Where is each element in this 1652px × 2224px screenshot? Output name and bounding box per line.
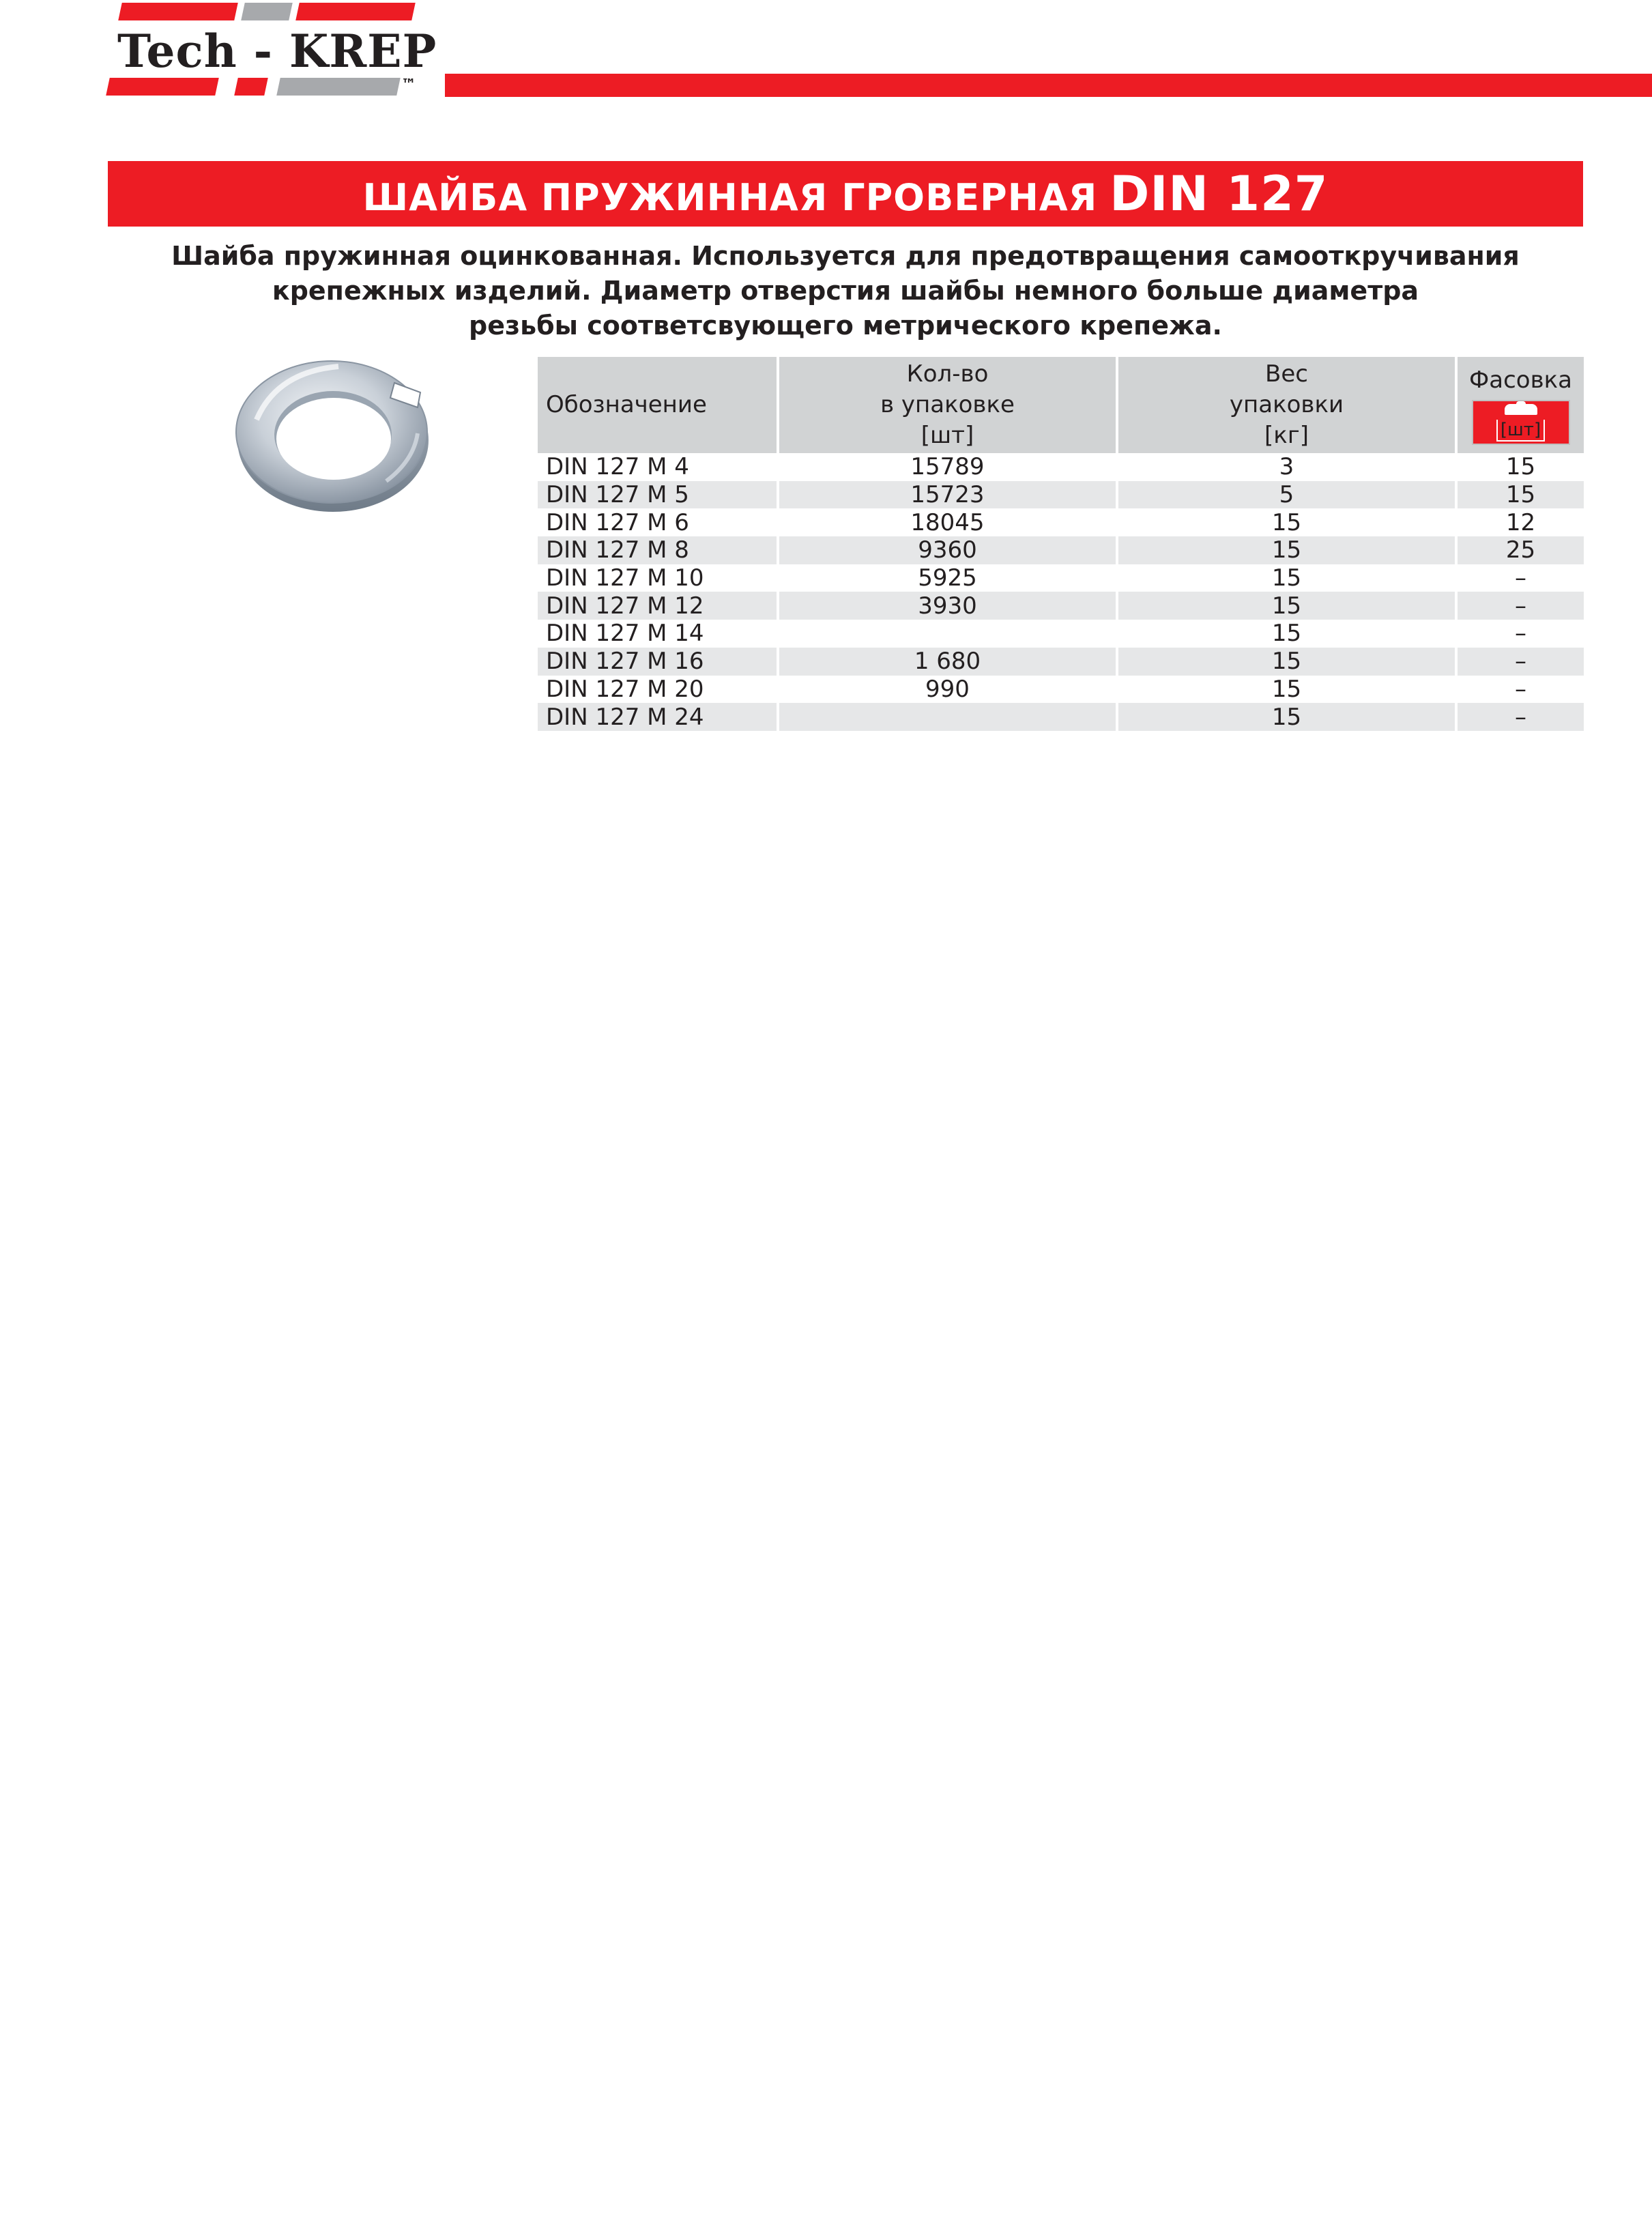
- description-line: крепежных изделий. Диаметр отверстия шайбы немного больше диаметра: [272, 276, 1419, 306]
- logo-bar: [234, 78, 268, 96]
- cell-pack: 12: [1505, 508, 1536, 536]
- cell-weight: 15: [1117, 564, 1456, 592]
- page-title: [362, 166, 1328, 222]
- cell-pack: –: [1456, 703, 1584, 731]
- cell-weight: 15: [1117, 648, 1456, 676]
- cell-name: DIN 127 M 20: [538, 676, 778, 704]
- cell-qty: 18045: [778, 508, 1117, 536]
- brand-logo: [102, 0, 457, 102]
- cell-pack: 15: [1456, 481, 1584, 509]
- cell-weight: 15: [1117, 703, 1456, 731]
- table-row: [538, 564, 1584, 592]
- cell-weight: 15: [1117, 592, 1456, 620]
- cell-qty: 3930: [778, 592, 1117, 620]
- cell-weight: 15: [1117, 620, 1456, 648]
- cell-pack: –: [1515, 675, 1526, 703]
- cell-pack: –: [1515, 564, 1526, 592]
- table-row: [538, 453, 1584, 481]
- header-weight: [1117, 357, 1456, 453]
- header-qty-line: [шт]: [921, 422, 974, 449]
- title-standard: DIN 127: [1110, 166, 1329, 222]
- header-stripe: [445, 74, 1652, 97]
- header-weight-line: [кг]: [1264, 422, 1309, 449]
- cell-pack: –: [1515, 620, 1526, 648]
- table-header-row: [538, 357, 1584, 453]
- cell-pack: 15: [1505, 453, 1536, 481]
- cell-qty: [778, 620, 1117, 648]
- cell-name: DIN 127 M 5: [538, 481, 778, 509]
- logo-bar: [106, 78, 219, 96]
- cell-name: DIN 127 M 16: [538, 648, 778, 676]
- cell-name: DIN 127 M 6: [538, 508, 778, 536]
- cell-weight: 3: [1117, 453, 1456, 481]
- cell-qty: 15723: [778, 481, 1117, 509]
- brand-name: Tech - KREP: [117, 25, 437, 78]
- cell-qty: 1 680: [778, 648, 1117, 676]
- header-qty-line: в упаковке: [880, 391, 1015, 418]
- cell-pack: –: [1456, 648, 1584, 676]
- cell-name: DIN 127 M 10: [538, 564, 778, 592]
- cell-weight: 15: [1117, 508, 1456, 536]
- table-row: [538, 676, 1584, 704]
- logo-bar: [241, 3, 293, 20]
- cell-pack: 25: [1456, 536, 1584, 564]
- table-row: [538, 508, 1584, 536]
- header-qty-line: Кол-во: [906, 360, 989, 388]
- table-row: [538, 481, 1584, 509]
- cell-name: DIN 127 M 12: [538, 592, 778, 620]
- spring-lock-washer-icon: [216, 345, 448, 522]
- cell-weight: 15: [1117, 536, 1456, 564]
- logo-bar: [295, 3, 416, 20]
- description-line: Шайба пружинная оцинкованная. Используется для предотвращения самооткручивания: [171, 241, 1520, 271]
- header-pack-unit: [шт]: [1496, 420, 1545, 442]
- cell-name: DIN 127 M 24: [538, 703, 778, 731]
- table-row: [538, 536, 1584, 564]
- cell-name: DIN 127 M 4: [538, 453, 778, 481]
- header-weight-line: Вес: [1265, 360, 1308, 388]
- product-description: [108, 239, 1583, 343]
- cell-name: DIN 127 M 8: [538, 536, 778, 564]
- cell-weight: 15: [1117, 676, 1456, 704]
- header-weight-line: упаковки: [1229, 391, 1344, 418]
- table-row: [538, 648, 1584, 676]
- header-pack-label: Фасовка: [1468, 366, 1572, 394]
- header-name: Обозначение: [538, 357, 778, 453]
- cell-qty: 9360: [778, 536, 1117, 564]
- cell-qty: 5925: [778, 564, 1117, 592]
- table-row: [538, 703, 1584, 731]
- header-qty: [778, 357, 1117, 453]
- title-banner: [108, 161, 1583, 227]
- cell-qty: [778, 703, 1117, 731]
- cell-weight: 5: [1117, 481, 1456, 509]
- cell-qty: 15789: [778, 453, 1117, 481]
- trademark-symbol: ™: [401, 76, 416, 93]
- title-prefix: ШАЙБА ПРУЖИННАЯ ГРОВЕРНАЯ: [362, 176, 1098, 219]
- logo-bar: [118, 3, 238, 20]
- description-line: резьбы соответсвующего метрического крепежа.: [469, 311, 1222, 341]
- table-row: [538, 592, 1584, 620]
- cell-pack: –: [1456, 592, 1584, 620]
- table-row: [538, 620, 1584, 648]
- cell-qty: 990: [778, 676, 1117, 704]
- package-icon: [1472, 400, 1570, 445]
- logo-bar: [276, 78, 401, 96]
- spec-table: [538, 357, 1584, 731]
- header-pack: [1456, 357, 1584, 453]
- cell-name: DIN 127 M 14: [538, 620, 778, 648]
